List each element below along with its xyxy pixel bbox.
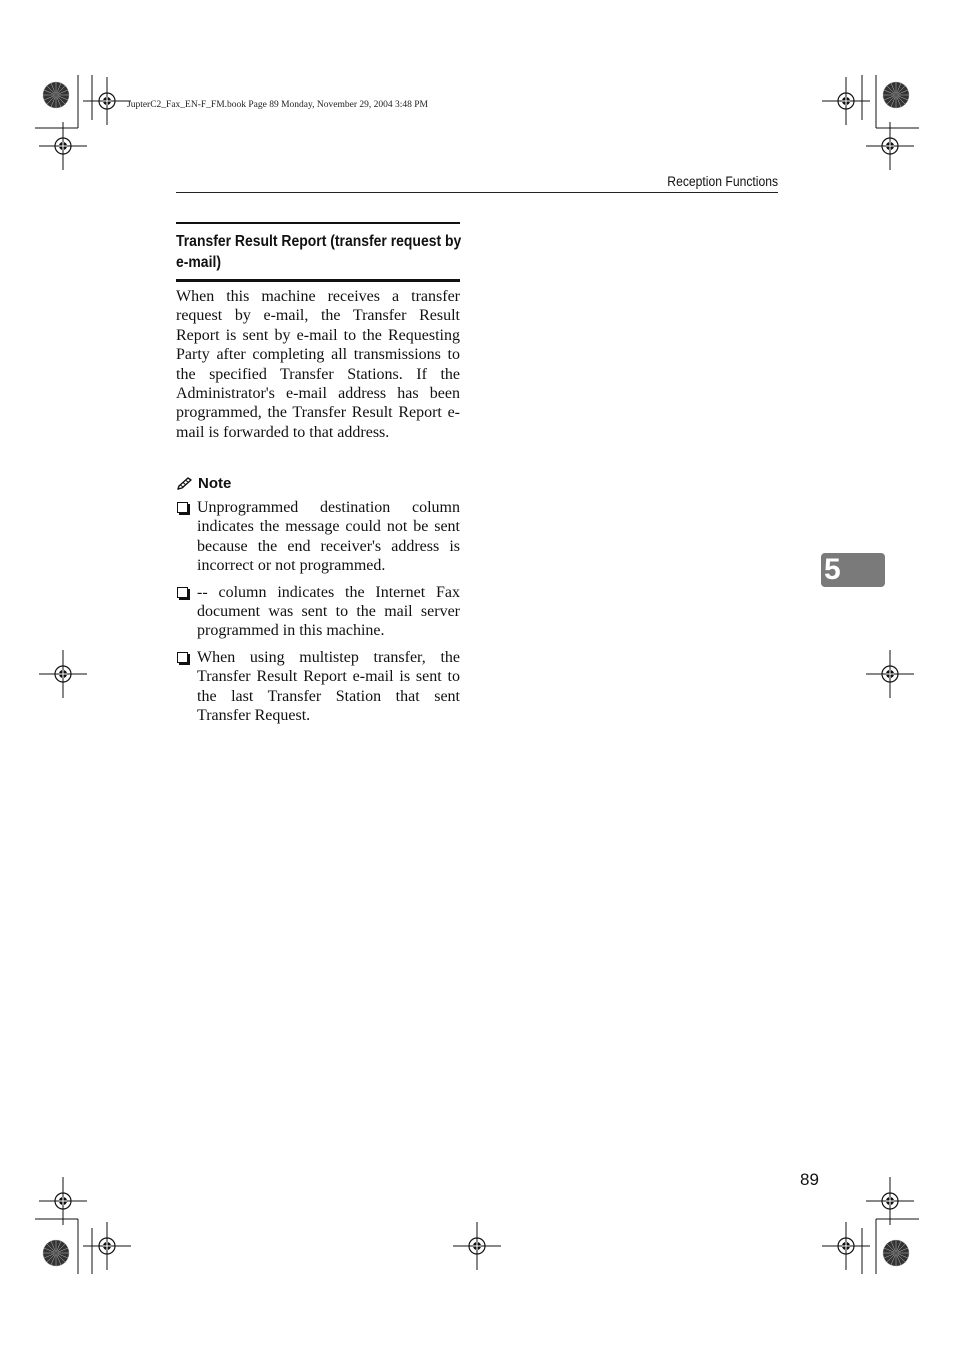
running-head-title: Reception Functions: [667, 174, 778, 189]
checkbox-bullet-icon: [177, 587, 188, 598]
chapter-tab: [821, 553, 885, 587]
section-heading: [176, 222, 460, 282]
section-body: When this machine receives a transfer request by e-mail, the Transfer Result Report is sent by e-mail to the Requesting Party after completing all transmissions to the specified Transfer Stations. If the Administrator's e-mail address has been programmed, the Transfer Result Report e-mail is forwarded to that address.: [176, 288, 460, 441]
section-heading-text: Transfer Result Report (transfer request by e-mail): [176, 233, 462, 271]
note-heading: [176, 475, 231, 492]
pencil-icon: [176, 477, 194, 491]
note-item: [176, 648, 460, 726]
chapter-number: 5: [824, 553, 841, 586]
book-info-line: JupterC2_Fax_EN-F_FM.book Page 89 Monday, November 29, 2004 3:48 PM: [127, 100, 428, 110]
note-list: [176, 498, 460, 732]
note-item-text: When using multistep transfer, the Transfer Result Report e-mail is sent to the last Transfer Station that sent Transfer Request.: [197, 648, 460, 725]
checkbox-bullet-icon: [177, 652, 188, 663]
note-item: [176, 498, 460, 576]
note-item-text: Unprogrammed destination column indicates the message could not be sent because the end receiver's address is incorrect or not programmed.: [197, 499, 460, 575]
note-item-text: -- column indicates the Internet Fax document was sent to the mail server programmed in this machine.: [197, 583, 460, 640]
note-item: [176, 583, 460, 641]
page-number: 89: [800, 1170, 819, 1189]
note-title: Note: [198, 475, 232, 492]
running-head: [176, 174, 778, 193]
checkbox-bullet-icon: [177, 502, 188, 513]
